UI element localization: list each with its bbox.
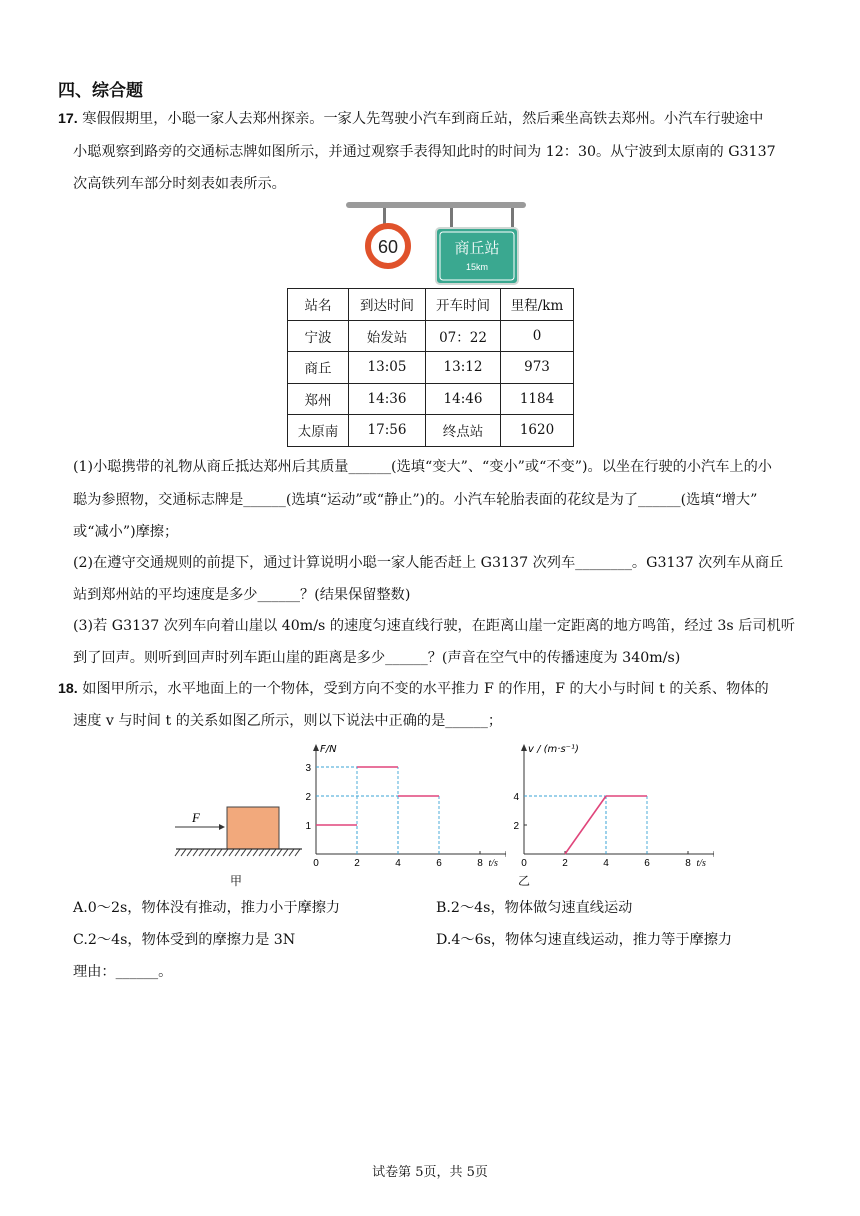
table-cell: 14:36	[349, 383, 426, 415]
hatch-mark	[241, 849, 246, 856]
hatch-mark	[271, 849, 276, 856]
y-tick-label: 4	[513, 792, 519, 803]
table-cell: 13:12	[426, 352, 501, 384]
q17-text-1: 寒假假期里，小聪一家人去郑州探亲。一家人先驾驶小汽车到商丘站，然后乘坐高铁去郑州。小汽车行驶途中	[82, 111, 764, 127]
option-b: B.2～4s，物体做匀速直线运动	[436, 900, 633, 916]
hatch-mark	[277, 849, 282, 856]
table-cell: 17:56	[349, 415, 426, 447]
table-row	[288, 415, 574, 447]
station-sign-distance: 15km	[465, 262, 489, 272]
x-tick-label: 0	[521, 858, 527, 869]
hatch-mark	[181, 849, 186, 856]
timetable	[287, 288, 574, 447]
q17-text-3: 次高铁列车部分时刻表如表所示。	[73, 176, 286, 192]
hatch-mark	[199, 849, 204, 856]
force-time-chart	[296, 738, 506, 870]
hatch-mark	[187, 849, 192, 856]
hatch-mark	[175, 849, 180, 856]
q17-sub-3b: 到了回声。则听到回声时列车距山崖的距离是多少______？(声音在空气中的传播速度为 340m/s)	[73, 650, 681, 666]
table-cell: 太原南	[288, 415, 349, 447]
y-tick-label: 1	[305, 821, 311, 832]
table-cell: 宁波	[288, 320, 349, 352]
table-cell: 1184	[501, 383, 574, 415]
table-row	[288, 383, 574, 415]
table-cell: 1620	[501, 415, 574, 447]
table-cell: 0	[501, 320, 574, 352]
hatch-mark	[253, 849, 258, 856]
hatch-mark	[247, 849, 252, 856]
sign-pole	[346, 202, 526, 208]
q18-line-1	[58, 679, 769, 699]
x-tick-label: 4	[395, 858, 401, 869]
table-cell: 终点站	[426, 415, 501, 447]
section-title: 四、综合题	[58, 81, 143, 101]
option-c: C.2～4s，物体受到的摩擦力是 3N	[73, 932, 296, 948]
y-axis-arrow	[521, 744, 527, 751]
caption-yi: 乙	[518, 874, 531, 888]
table-row	[288, 320, 574, 352]
q17-sub-1c: 或“减小”)摩擦；	[73, 524, 179, 540]
timetable-header: 站名	[288, 289, 349, 321]
table-cell: 14:46	[426, 383, 501, 415]
sign-hanger-left	[383, 208, 386, 224]
hatch-mark	[259, 849, 264, 856]
table-cell: 始发站	[349, 320, 426, 352]
q17-sub-2b: 站到郑州站的平均速度是多少______？(结果保留整数)	[73, 587, 411, 603]
hatch-mark	[211, 849, 216, 856]
timetable-header: 到达时间	[349, 289, 426, 321]
hatch-mark	[283, 849, 288, 856]
ground-hatch	[175, 849, 300, 856]
table-row	[288, 352, 574, 384]
hatch-mark	[289, 849, 294, 856]
q18-text-1: 如图甲所示，水平地面上的一个物体，受到方向不变的水平推力 F 的作用，F 的大小与时间 t 的关系、物体的	[82, 681, 769, 697]
table-cell: 商丘	[288, 352, 349, 384]
x-tick-label: 2	[354, 858, 360, 869]
q18-number: 18.	[58, 681, 78, 697]
x-tick-label: 8	[477, 858, 483, 869]
y-tick-label: 2	[513, 821, 519, 832]
y-axis-arrow	[313, 744, 319, 751]
q17-line-1	[58, 109, 763, 129]
station-sign-name: 商丘站	[454, 239, 500, 257]
traffic-sign-figure	[340, 198, 530, 286]
caption-jia: 甲	[230, 874, 243, 888]
q17-sub-1b: 聪为参照物，交通标志牌是______(选填“运动”或“静止”)的。小汽车轮胎表面的花纹是为了______(选填“增大”	[73, 492, 758, 508]
table-cell: 07：22	[426, 320, 501, 352]
hatch-mark	[223, 849, 228, 856]
hatch-mark	[217, 849, 222, 856]
q17-text-2: 小聪观察到路旁的交通标志牌如图所示，并通过观察手表得知此时的时间为 12：30。从宁波到太原南的 G3137	[73, 144, 776, 160]
x-axis-arrow	[714, 851, 715, 857]
x-axis-label: t/s	[488, 858, 498, 869]
q17-sub-3a: (3)若 G3137 次列车向着山崖以 40m/s 的速度匀速直线行驶，在距离山崖一定距离的地方鸣笛，经过 3s 后司机听	[73, 618, 795, 634]
x-axis-label: t/s	[696, 858, 706, 869]
force-label: F	[192, 810, 200, 825]
q18-text-2: 速度 v 与时间 t 的关系如图乙所示，则以下说法中正确的是______；	[73, 713, 503, 729]
force-arrow-head	[219, 824, 225, 830]
timetable-header: 开车时间	[426, 289, 501, 321]
x-tick-label: 2	[562, 858, 568, 869]
q17-number: 17.	[58, 111, 78, 127]
hatch-mark	[193, 849, 198, 856]
page-footer: 试卷第 5页，共 5页	[372, 1165, 488, 1180]
timetable-header-row	[288, 289, 574, 321]
speed-limit-value: 60	[377, 237, 399, 257]
hatch-mark	[205, 849, 210, 856]
hatch-mark	[265, 849, 270, 856]
hatch-mark	[235, 849, 240, 856]
q17-sub-1a: (1)小聪携带的礼物从商丘抵达郑州后其质量______(选填“变大”、“变小”或“不变”)。以坐在行驶的小汽车上的小	[73, 459, 772, 475]
option-a: A.0～2s，物体没有推动，推力小于摩擦力	[73, 900, 341, 916]
y-axis-label: F/N	[320, 744, 337, 755]
x-tick-label: 0	[313, 858, 319, 869]
option-d: D.4～6s，物体匀速直线运动，推力等于摩擦力	[436, 932, 733, 948]
table-cell: 973	[501, 352, 574, 384]
y-axis-label: v / (m·s⁻¹)	[528, 744, 579, 755]
y-tick-label: 2	[305, 792, 311, 803]
q17-sub-2a: (2)在遵守交通规则的前提下，通过计算说明小聪一家人能否赶上 G3137 次列车________。G3137 次列车从商丘	[73, 555, 784, 571]
data-segment	[565, 796, 606, 854]
x-tick-label: 6	[644, 858, 650, 869]
x-tick-label: 6	[436, 858, 442, 869]
reason-line: 理由：______。	[73, 964, 173, 980]
block-figure	[170, 800, 310, 860]
x-tick-label: 8	[685, 858, 691, 869]
hatch-mark	[229, 849, 234, 856]
timetable-header: 里程/km	[501, 289, 574, 321]
block	[227, 807, 279, 849]
y-tick-label: 3	[305, 763, 311, 774]
table-cell: 郑州	[288, 383, 349, 415]
table-cell: 13:05	[349, 352, 426, 384]
velocity-time-chart	[504, 738, 714, 870]
x-tick-label: 4	[603, 858, 609, 869]
